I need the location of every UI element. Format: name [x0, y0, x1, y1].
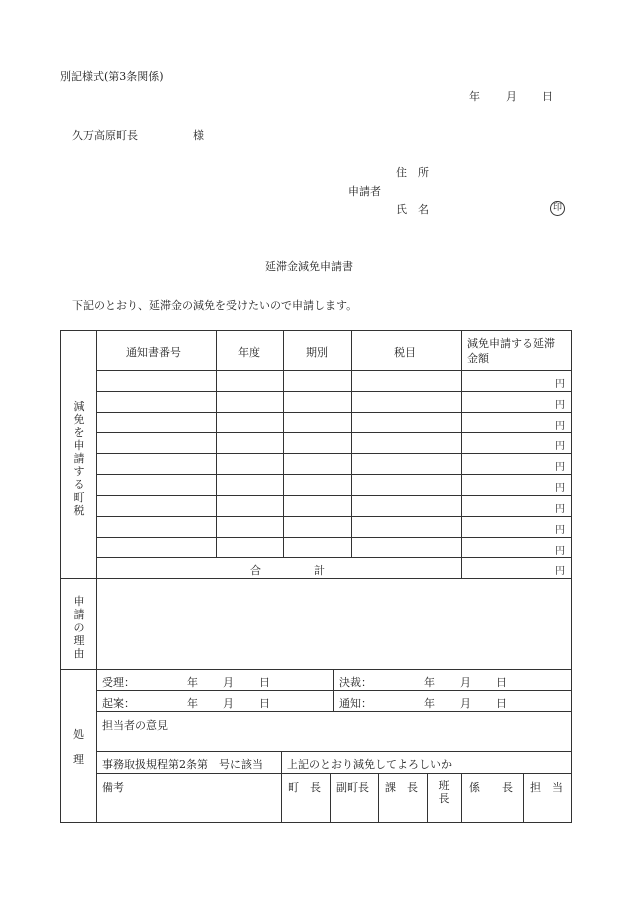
side-label-taxes: 減免を申請する町税 — [73, 400, 85, 517]
stamp-section-chief: 課 長 — [385, 781, 418, 794]
received-month: 月 — [223, 676, 234, 689]
remarks-label: 備考 — [102, 781, 124, 794]
date-year-label: 年 — [469, 90, 480, 103]
column-header-amount-line1: 減免申請する延滞 — [467, 337, 555, 350]
yen-unit: 円 — [555, 400, 565, 411]
seal-icon: 印 — [550, 201, 565, 216]
column-divider — [351, 330, 352, 558]
stamp-mayor: 町 長 — [288, 781, 321, 794]
stamp-subsection-chief: 係 長 — [469, 781, 513, 794]
stamp-divider — [523, 773, 524, 823]
drafted-label: 起案： — [102, 697, 135, 710]
table-row-divider — [96, 537, 572, 538]
address-label: 住 所 — [396, 166, 429, 179]
stamp-divider — [427, 773, 428, 823]
decided-year: 年 — [424, 676, 435, 689]
table-row-divider — [96, 453, 572, 454]
side-label-process-1: 処 — [73, 728, 84, 741]
process-row-divider — [96, 690, 572, 691]
yen-unit: 円 — [555, 504, 565, 515]
decided-day: 日 — [496, 676, 507, 689]
column-header-amount-line2: 金額 — [467, 352, 489, 365]
column-header-tax-item: 税目 — [394, 346, 416, 359]
decided-month: 月 — [460, 676, 471, 689]
side-label-process-2: 理 — [73, 753, 84, 766]
yen-unit: 円 — [555, 546, 565, 557]
process-row-divider — [96, 773, 572, 774]
stamp-deputy-mayor: 副町長 — [336, 781, 369, 794]
side-label-reason: 申請の理由 — [73, 595, 85, 660]
applicant-label: 申請者 — [348, 185, 381, 198]
table-row-divider — [96, 412, 572, 413]
yen-unit: 円 — [555, 525, 565, 536]
received-day: 日 — [259, 676, 270, 689]
section-divider — [60, 578, 572, 579]
column-divider — [461, 330, 462, 578]
drafted-year: 年 — [187, 697, 198, 710]
table-row-divider — [96, 557, 572, 558]
date-day-label: 日 — [542, 90, 553, 103]
date-month-label: 月 — [506, 90, 517, 103]
notified-year: 年 — [424, 697, 435, 710]
stamp-divider — [330, 773, 331, 823]
drafted-month: 月 — [223, 697, 234, 710]
table-row-divider — [96, 495, 572, 496]
total-label-1: 合 — [250, 564, 261, 577]
process-divider — [333, 669, 334, 711]
column-header-fiscal-year: 年度 — [238, 346, 260, 359]
notified-day: 日 — [496, 697, 507, 710]
column-divider — [283, 330, 284, 558]
total-label-2: 計 — [314, 564, 325, 577]
section-divider — [60, 669, 572, 670]
intro-text: 下記のとおり、延滞金の減免を受けたいので申請します。 — [72, 299, 358, 312]
table-row-divider — [96, 432, 572, 433]
yen-unit: 円 — [555, 483, 565, 494]
column-header-term: 期別 — [306, 346, 328, 359]
column-divider — [216, 330, 217, 558]
notified-month: 月 — [460, 697, 471, 710]
stamp-staff: 担 当 — [530, 781, 563, 794]
document-title: 延滞金減免申請書 — [265, 260, 353, 273]
stamp-team-leader: 班長 — [438, 779, 450, 805]
table-row-divider — [96, 474, 572, 475]
stamp-divider — [378, 773, 379, 823]
honorific: 様 — [193, 129, 204, 142]
received-label: 受理： — [102, 676, 135, 689]
table-row-divider — [96, 391, 572, 392]
yen-unit-total: 円 — [555, 566, 565, 577]
process-divider — [281, 751, 282, 823]
approval-request-label: 上記のとおり減免してよろしいか — [287, 758, 452, 771]
stamp-divider — [461, 773, 462, 823]
yen-unit: 円 — [555, 441, 565, 452]
yen-unit: 円 — [555, 379, 565, 390]
yen-unit: 円 — [555, 421, 565, 432]
addressee: 久万高原町長 — [72, 129, 138, 142]
table-row-divider — [96, 370, 572, 371]
drafted-day: 日 — [259, 697, 270, 710]
decided-label: 決裁： — [339, 676, 372, 689]
table-row-divider — [96, 516, 572, 517]
rule-applies-label: 事務取扱規程第2条第 号に該当 — [102, 758, 263, 771]
name-label: 氏 名 — [396, 203, 429, 216]
yen-unit: 円 — [555, 462, 565, 473]
notified-label: 通知： — [339, 697, 372, 710]
officer-opinion-label: 担当者の意見 — [102, 719, 168, 732]
form-reference: 別記様式(第3条関係) — [60, 70, 164, 83]
process-row-divider — [96, 751, 572, 752]
process-row-divider — [96, 711, 572, 712]
received-year: 年 — [187, 676, 198, 689]
column-header-notice-no: 通知書番号 — [126, 346, 181, 359]
side-label-divider — [96, 330, 97, 823]
